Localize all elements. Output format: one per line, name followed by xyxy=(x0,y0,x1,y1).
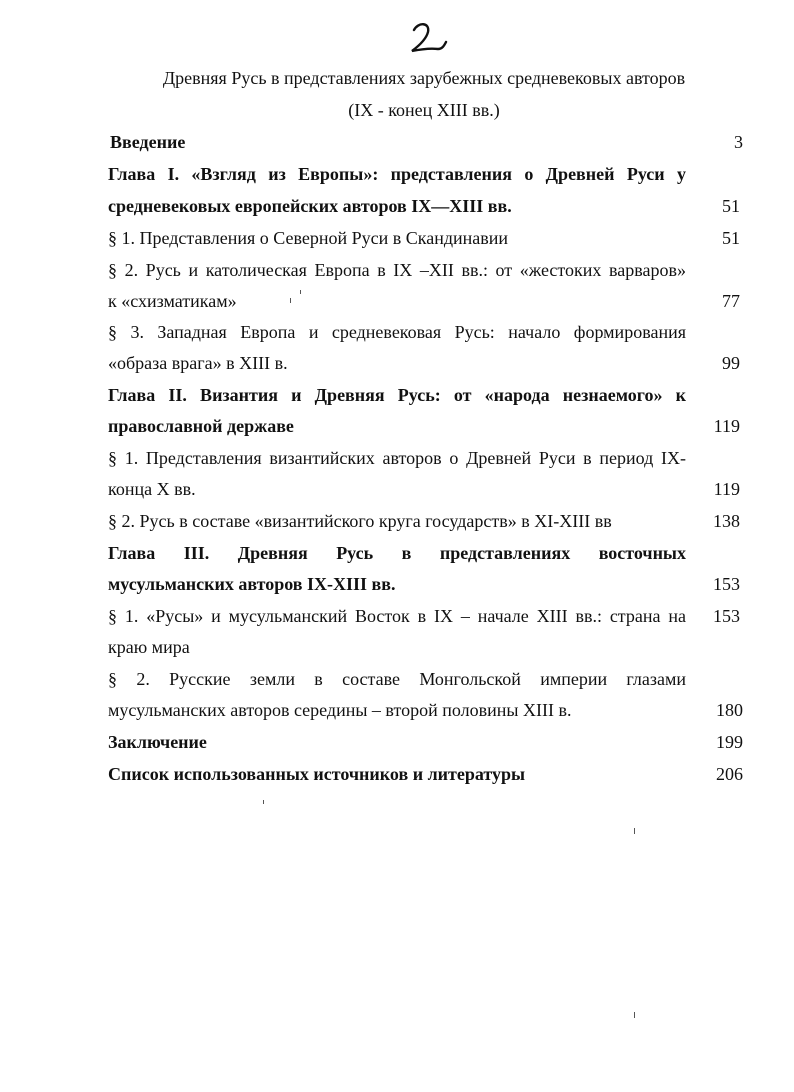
toc-ch1-page: 51 xyxy=(722,196,740,216)
toc-ch1-s2-line1: § 2. Русь и католическая Европа в IX –XII вв.: от «жестоких варваров» xyxy=(108,260,686,280)
toc-ch1-s2-line2: к «схизматикам» xyxy=(108,291,237,311)
handwritten-2-mark xyxy=(404,18,464,58)
toc-ch2-s1-line1: § 1. Представления византийских авторов о Древней Руси в период IX- xyxy=(108,448,686,468)
scan-speck xyxy=(300,290,301,294)
toc-ch3-s1-line1: § 1. «Русы» и мусульманский Восток в IX – начале XIII вв.: страна на xyxy=(108,606,686,626)
toc-ch3-s2-line1: § 2. Русские земли в составе Монгольской империи глазами xyxy=(108,669,686,689)
toc-ch1-s3-page: 99 xyxy=(722,353,740,373)
toc-ch1-s1-page: 51 xyxy=(722,228,740,248)
handwritten-page-number xyxy=(404,18,464,58)
toc-ch1-s3-line1: § 3. Западная Европа и средневековая Русь: начало формирования xyxy=(108,322,686,342)
toc-ch2-s2-label: § 2. Русь в составе «византийского круга государств» в XI-XIII вв xyxy=(108,511,612,531)
toc-ch1-s2-page: 77 xyxy=(722,291,740,311)
toc-ch1-s1-label: § 1. Представления о Северной Руси в Скандинавии xyxy=(108,228,509,248)
toc-ch2-line2: православной державе xyxy=(108,416,294,436)
scan-speck xyxy=(634,828,635,834)
toc-bibliography-label: Список использованных источников и литературы xyxy=(108,764,526,784)
toc-conclusion-page: 199 xyxy=(716,732,743,752)
toc-ch3-s2-line2: мусульманских авторов середины – второй половины XIII в. xyxy=(108,700,572,720)
toc-ch1-line2: средневековых европейских авторов IX—XIII вв. xyxy=(108,196,512,216)
toc-ch2-page: 119 xyxy=(713,416,740,436)
toc-intro-label: Введение xyxy=(110,132,186,152)
toc-ch1-line1: Глава I. «Взгляд из Европы»: представления о Древней Руси у xyxy=(108,164,686,184)
toc-intro-page: 3 xyxy=(734,132,743,152)
toc-ch3-line2: мусульманских авторов IX-XIII вв. xyxy=(108,574,396,594)
toc-ch2-s1-page: 119 xyxy=(713,479,740,499)
toc-ch1-s3-line2: «образа врага» в XIII в. xyxy=(108,353,288,373)
scan-speck xyxy=(263,800,264,804)
toc-ch3-s2-page: 180 xyxy=(716,700,743,720)
toc-ch2-s2-page: 138 xyxy=(713,511,740,531)
scan-speck xyxy=(290,298,291,303)
toc-ch3-s1-line2: краю мира xyxy=(108,637,190,657)
scan-speck xyxy=(634,1012,635,1018)
document-subtitle: (IX - конец XIII вв.) xyxy=(348,100,500,120)
toc-ch3-page: 153 xyxy=(713,574,740,594)
toc-ch2-line1: Глава II. Византия и Древняя Русь: от «народа незнаемого» к xyxy=(108,385,686,405)
toc-conclusion-label: Заключение xyxy=(108,732,207,752)
toc-ch2-s1-line2: конца X вв. xyxy=(108,479,196,499)
toc-ch3-s1-page: 153 xyxy=(713,606,740,626)
toc-bibliography-page: 206 xyxy=(716,764,743,784)
toc-ch3-line1: Глава III. Древняя Русь в представлениях восточных xyxy=(108,543,686,563)
document-title: Древняя Русь в представлениях зарубежных средневековых авторов xyxy=(162,68,686,88)
